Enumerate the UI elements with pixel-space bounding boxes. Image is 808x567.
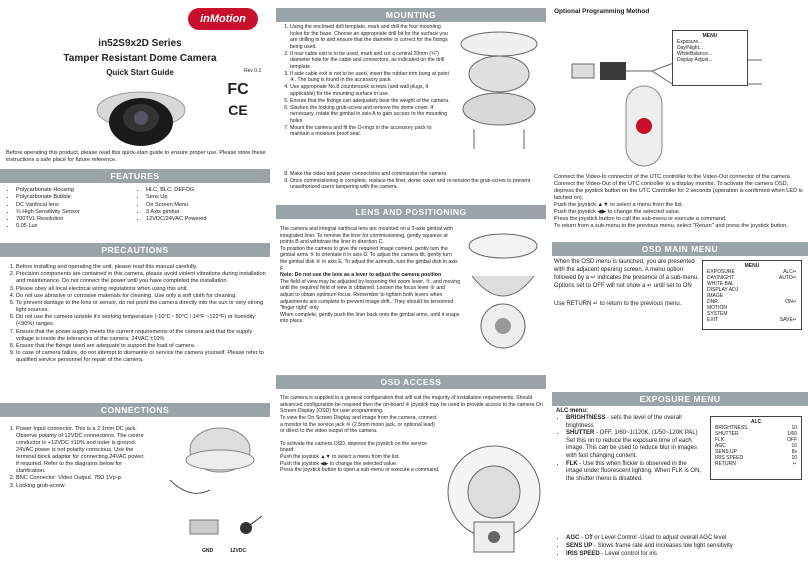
mounting-list	[280, 24, 450, 138]
list-item: 6. Do not use the camera outside it's working temperature (-10°C~ 50°C / 14°F ~122°F) or humidity (<90%) ranges.	[16, 314, 268, 328]
list-item: 2. BNC Connector: Video Output. 75Ω 1Vp-p	[16, 475, 146, 482]
paragraph: Use RETURN ↵ to return to the previous menu.	[554, 301, 682, 307]
menu-row: MOTION	[707, 305, 727, 311]
brand-logo	[188, 8, 258, 30]
list-item: 4. Do not use abrasive or corrosive materials for cleaning. Use only a soft cloth for cleaning.	[16, 293, 268, 300]
menu-row: SYSTEM	[707, 311, 728, 317]
menu-title: MENU	[744, 263, 760, 269]
menu-item: Exposure...	[677, 39, 703, 45]
connections-heading: CONNECTIONS	[0, 403, 270, 417]
exposure-list	[556, 415, 704, 483]
list-item: • 3 Axis gimbal	[146, 209, 266, 216]
guide-subtitle: Quick Start Guide	[106, 68, 174, 77]
revision: Rev 0.1	[244, 68, 262, 74]
paragraph: Push the joystick ▲▼ to select a menu from the list.	[554, 202, 684, 208]
mounting-heading: MOUNTING	[276, 8, 546, 22]
mounting-diagram	[454, 24, 544, 154]
list-item: 8. Ensure that the fixings used are adequate to support the load of camera.	[16, 343, 268, 350]
menu-row: EXIT SAVE↵	[707, 317, 797, 323]
list-item: 9. Once commissioning is complete, replace the liner, dome cover and re-tension the grub-screw to prevent unauthorized users tampering with the camera.	[290, 178, 546, 191]
product-title: Tamper Resistant Dome Camera	[63, 53, 217, 64]
series-title: in52S9x2D Series	[98, 38, 182, 49]
list-item: 1. Before installing and operating the unit, please read this manual carefully.	[16, 264, 268, 271]
lens-heading: LENS AND POSITIONING	[276, 205, 546, 219]
gnd-label: GND	[202, 548, 214, 554]
paragraph: To return from a sub-menu to the previous menu, select "Return" and press the joystick button.	[554, 223, 788, 229]
connections-diagram	[150, 420, 268, 560]
paragraph: When complete, gently push the liner back onto the gimbal arms, until it snaps into place.	[280, 311, 460, 325]
menu-row: AGC 10	[715, 443, 797, 449]
menu-row: EXPOSURE ALC↵	[707, 269, 797, 275]
features-heading: FEATURES	[0, 169, 270, 183]
list-item: • SENS UP - Slows frame rate and increases low light sensitivity	[566, 543, 808, 551]
list-item: 3. If side cable exit is not to be used, insert the rubber trim bung at point ④. The bung is found in the accessory pack.	[290, 71, 450, 84]
paragraph: The camera is supplied in a general configuration that will suit the majority of installation requirements. Should advanced configuration be required then the on-board ⑨ joystick may be used to provide access to the camera On Screen Display (OSD) for user programming.	[280, 395, 543, 415]
list-item: 5. To prevent damage to the lens or sensor, do not point the camera directly into the sun or very strong light sources.	[16, 300, 268, 314]
features-left	[6, 187, 136, 231]
intro-text: Before operating this product, please read this quick-start guide to ensure proper use. Please store these instructions a safe place for future reference.	[6, 150, 266, 163]
osd-access-text-2	[280, 415, 440, 474]
menu-row: BRIGHTNESS 10	[715, 425, 797, 431]
brand-name: inMotion	[200, 13, 246, 25]
column-middle	[276, 0, 546, 567]
list-item: 2. Precision components are contained in this camera, please avoid violent vibrations during installation and maintenance. Do not connect the power until you have completed the installation.	[16, 271, 268, 285]
list-item: 5. Ensure that the fixings can adequately bear the weight of the camera.	[290, 98, 450, 105]
paragraph: Press the joystick button to call the sub-menu or execute a command.	[554, 216, 727, 222]
menu-row: IMAGE	[707, 293, 724, 299]
menu-item: Display Adjust...	[677, 57, 713, 63]
alc-menu	[710, 416, 802, 480]
exposure-list-cont	[556, 535, 808, 558]
osd-main-text	[554, 258, 700, 308]
paragraph: The field of view may be adjusted by loosening the zoom lever, ⑦, and moving until the required field of view is obtained. Loosen the focus lever ⑧ and adjust to obtain optimum focus. Remember to tighten both levers when adjustments are complete to prevent image drift.. They should be tensioned "finger tight" only	[280, 278, 460, 312]
list-item: 1. Using the enclosed drill template, mark and drill the four mounting holes for the base. Choose an appropriate drill bit for the surface you are drilling in to and ensure that the diameter is correct for the fixings being used.	[290, 24, 450, 50]
exposure-heading: EXPOSURE MENU	[552, 392, 808, 406]
list-item: 2. If rear cable exit is to be used, mark and cut a central 20mm (¾") diameter hole for the cable and connectors, as indicated on the drill template.	[290, 51, 450, 71]
column-left	[0, 0, 270, 567]
menu-row: IRIS SPEED 10	[715, 455, 797, 461]
menu-item: WhiteBalance...	[677, 51, 713, 57]
osd-access-text	[280, 395, 546, 415]
list-item: • On Screen Menu	[146, 202, 266, 209]
paragraph: To position the camera to give the required image content, gently turn the gimbal arms ⑤ to orientate it in axis D. To adjust the camera tilt, gently turn the gimbal disk ⑥ in axis E. To adjust the azimuth, turn the gimbal disk in axis F.	[280, 245, 458, 272]
list-item: • FLK - Use this when flicker is observed in the image under fluorescent lighting. When FLK is ON, the shutter menu is disabled.	[566, 461, 704, 484]
features-list	[6, 187, 268, 231]
list-item: • BRIGHTNESS - sets the level of the overall brightness	[566, 415, 704, 430]
paragraph: To activate the camera OSD, depress the joystick on the service board	[280, 440, 428, 454]
menu-title: ALC	[750, 419, 762, 425]
osd-main-menu	[702, 260, 802, 330]
precautions-heading: PRECAUTIONS	[0, 243, 270, 257]
list-item: • DC Varifocal lens	[16, 202, 136, 209]
lens-text	[280, 226, 460, 325]
paragraph: Connect the Video-In connector of the UTC controller to the Video-Out connector of the camera. Connect the Video-Out of the UTC controller to a display monitor. To activate the camera OSD, depress the joystick button on the UTC Controller for 2 seconds (operation is confirmed when LED is latched on).	[554, 174, 803, 201]
list-item: • AGC - Off or Level Control -Used to adjust overall AGC level	[566, 535, 808, 543]
list-item: • SHUTTER - OFF, 1/60~1/120K. (1/50~120K PAL) Set this on to reduce the exposure time of each image. This can be used to reduce blur in images with fast changing content.	[566, 430, 704, 460]
list-item: 7. Ensure that the power supply meets the current requirements of the camera and that the supply voltage is inside the tolerances of the camera: 24VAC ±10%	[16, 329, 268, 343]
list-item: • Polycarbonate Bubble	[16, 194, 136, 201]
menu-row: DISPLAY ADJ	[707, 287, 739, 293]
list-item: • ⅓ High Sensitivity Sensor	[16, 209, 136, 216]
note: Note: Do not use the lens as a lever to adjust the camera position	[280, 272, 442, 279]
features-right	[136, 187, 266, 231]
paragraph: Push the joystick ◀▶ to change the selected value.	[280, 460, 398, 467]
connections-list	[6, 426, 146, 490]
menu-row: SHUTTER 1/60	[715, 431, 797, 437]
optional-text	[554, 174, 806, 230]
list-item: 1. Power Input connector. This is a 2.1mm DC jack. Observe polarity of 12VDC connections. The centre conductor is +12VDC ±10% and outer is ground. 24VAC power is not polarity conscious. Use the terminal block adaptor for connecting 24VAC power, if required. Refer to the diagrams below for clarification.	[16, 426, 146, 475]
lens-diagram	[462, 226, 544, 366]
list-item: • 0.05 Lux	[16, 223, 136, 230]
paragraph: Press the joystick button to open a sub-menu or execute a command.	[280, 467, 440, 474]
optional-title: Optional Programming Method	[554, 8, 650, 15]
v12-label: 12VDC	[230, 548, 247, 554]
menu-row: SENS UP 8x	[715, 449, 797, 455]
menu-title: MENU	[702, 33, 718, 39]
precautions-list	[6, 264, 268, 365]
list-item: 8. Make the video and power connections and commission the camera	[290, 171, 546, 178]
menu-item: Day/Night...	[677, 45, 704, 51]
menu-row: FLK OFF	[715, 437, 797, 443]
mounting-list-cont	[280, 171, 546, 191]
list-item: 3. Locking grub-screw	[16, 483, 146, 490]
list-item: • IRIS SPEED - Level control for iris	[566, 551, 808, 559]
menu-row: RETURN ↵	[715, 461, 797, 467]
list-item: 3. Please obey all local electrical wiring regulations when using this unit.	[16, 286, 268, 293]
list-item: 7. Mount the camera and fit the O-rings in the accessory pack to maintain a moisture proof seal.	[290, 125, 450, 138]
paragraph: To view the On Screen Display and image from the camera, connect a monitor to the service jack ⑩ (2.5mm mono jack, or optional lead) or direct to the video output of the camera.	[280, 415, 437, 435]
fcc-ce-icon: FC CE	[227, 81, 249, 118]
menu-row: DAY/NIGHT AUTO↵	[707, 275, 797, 281]
list-item: 4. Use appropriate No.8 countersunk screws (and wall plugs, if applicable) for the mounting surface in use.	[290, 84, 450, 97]
list-item: • Polycarbonate Housing	[16, 187, 136, 194]
list-item: • HLC, BLC, DEFOG	[146, 187, 266, 194]
paragraph: When the OSD menu is launched, you are presented with the adjacent opening screen. A menu option followed by a ↵ indicates the presence of a sub-menu. Options set to OFF will not show a ↵ until set to ON	[554, 259, 700, 289]
menu-row: WHITE BAL	[707, 281, 734, 287]
list-item: 9. In case of camera failure, do not attempt to dismantle or service the camera yourself. Please refer to qualified service personnel for repair of the camera.	[16, 350, 268, 364]
list-item: • 700TVL Resolution	[16, 216, 136, 223]
list-item: 6. Slacken the locking grub-screw and remove the dome cover. If necessary, rotate the gimbal in axis A to gain access to the mounting holes	[290, 105, 450, 125]
camera-image	[95, 88, 187, 148]
paragraph: Push the joystick ◀▶ to change the selected value.	[554, 209, 681, 215]
list-item: • Sens Up	[146, 194, 266, 201]
paragraph: The camera and integral varifocal lens are mounted on a 3-axis gimbal with integrated liner. To remove the liner for commissioning, gently squeeze at points B and withdraw the liner in direction C.	[280, 226, 453, 246]
osd-board-diagram	[444, 432, 544, 562]
osd-access-heading: OSD ACCESS	[276, 375, 546, 389]
column-right	[552, 0, 808, 567]
alc-label: ALC menu:	[556, 408, 588, 414]
osd-main-heading: OSD MAIN MENU	[552, 242, 808, 256]
optional-menu	[672, 30, 748, 86]
paragraph: Push the joystick ▲▼ to select a menu from the list.	[280, 453, 400, 460]
menu-row: DNR ON↵	[707, 299, 797, 305]
list-item: • 12VDC/24VAC Powered	[146, 216, 266, 223]
